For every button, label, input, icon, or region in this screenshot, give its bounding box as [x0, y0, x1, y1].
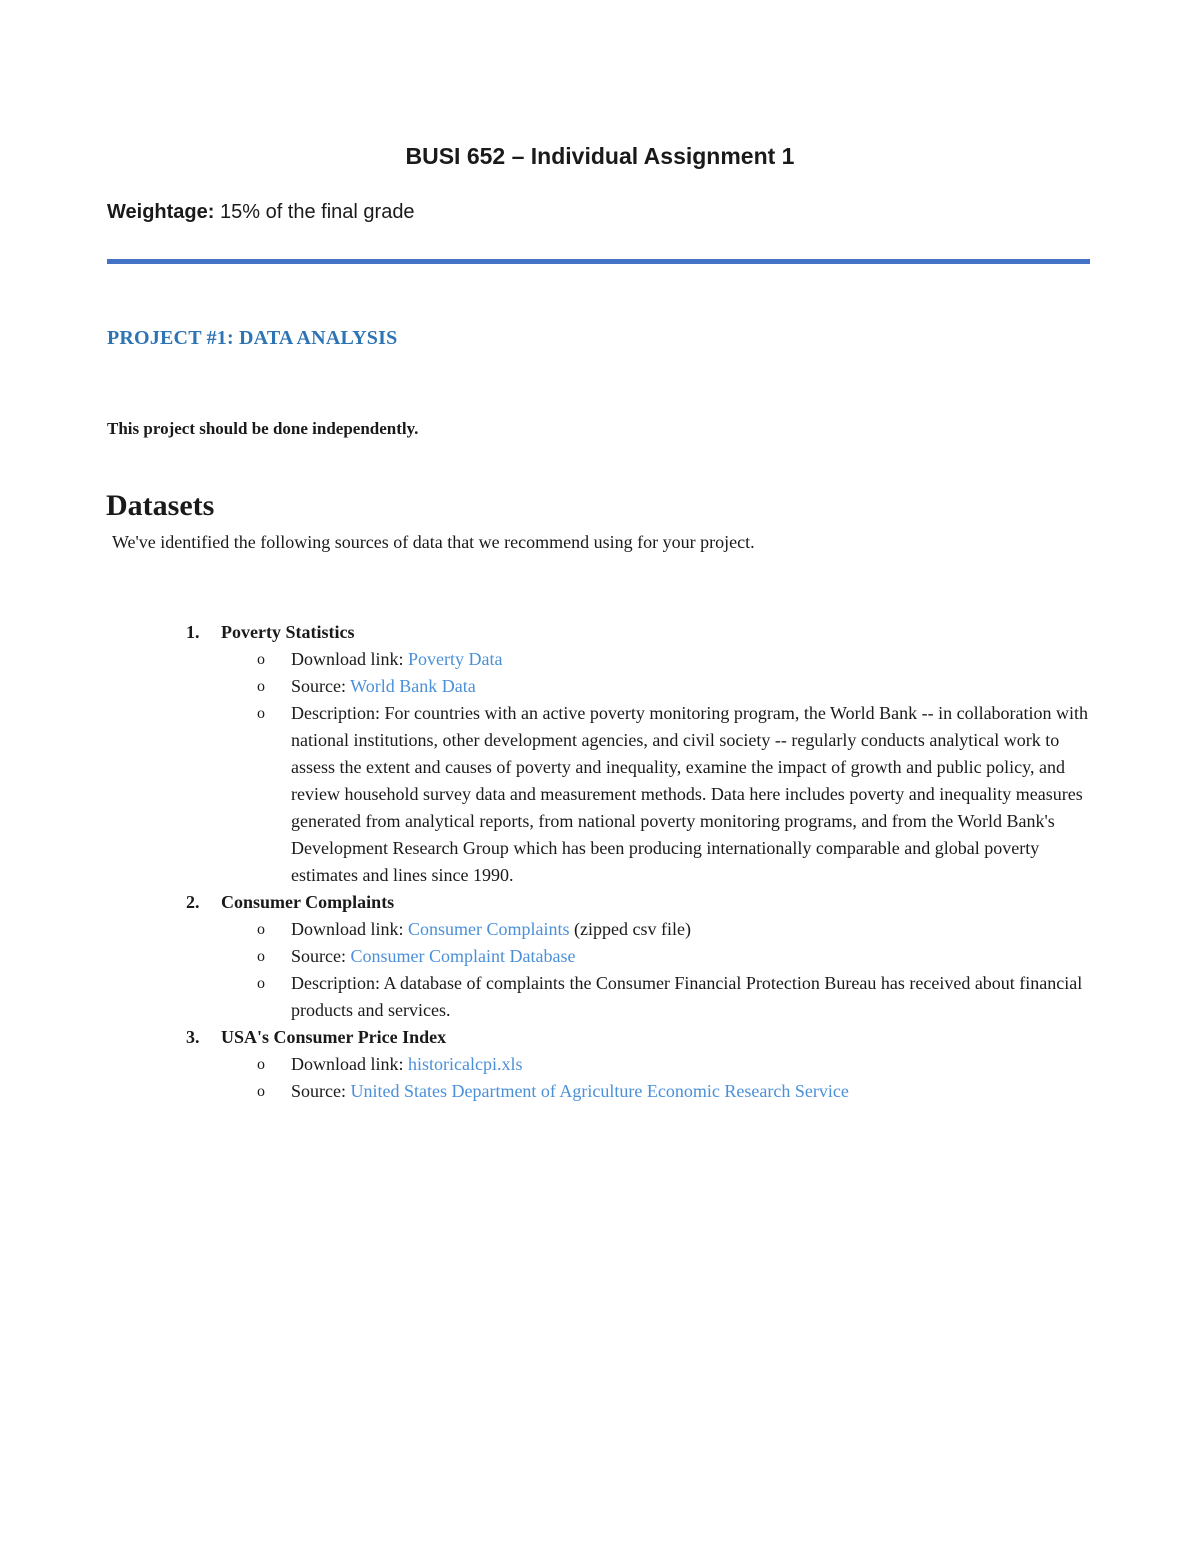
bullet-icon: o [257, 678, 265, 695]
source-link[interactable]: Consumer Complaint Database [350, 946, 576, 966]
dataset-details [221, 1051, 1200, 1105]
bullet-icon: o [257, 1056, 265, 1073]
source-line [221, 673, 1091, 700]
dataset-name: Poverty Statistics [221, 622, 355, 642]
source-prefix: Source: [291, 1081, 351, 1101]
dataset-item [0, 1024, 1200, 1105]
download-link[interactable]: Consumer Complaints [408, 919, 570, 939]
description-line [221, 700, 1091, 889]
source-prefix: Source: [291, 676, 351, 696]
document-title: BUSI 652 – Individual Assignment 1 [405, 143, 795, 169]
datasets-heading: Datasets [106, 489, 215, 522]
dataset-list [0, 619, 1200, 1105]
bullet-icon: o [257, 651, 265, 668]
dataset-item [0, 619, 1200, 889]
weightage-label: Weightage: [107, 201, 215, 223]
download-line [221, 1051, 1091, 1078]
dataset-details [221, 646, 1200, 889]
source-line [221, 1078, 1091, 1105]
weightage-value: 15% of the final grade [214, 201, 415, 223]
bullet-icon: o [257, 975, 265, 992]
source-link[interactable]: World Bank Data [350, 676, 476, 696]
download-suffix: (zipped csv file) [569, 919, 691, 939]
bullet-icon: o [257, 1083, 265, 1100]
weightage-line [107, 201, 415, 224]
download-line [221, 916, 1091, 943]
independence-note: This project should be done independently. [107, 419, 419, 438]
dataset-name: Consumer Complaints [221, 892, 395, 912]
download-prefix: Download link: [291, 919, 408, 939]
download-line [221, 646, 1091, 673]
dataset-name: USA's Consumer Price Index [221, 1027, 447, 1047]
download-prefix: Download link: [291, 1054, 408, 1074]
download-link[interactable]: Poverty Data [408, 649, 503, 669]
horizontal-divider [107, 259, 1090, 264]
description-text: Description: For countries with an active poverty monitoring program, the World Bank -- in collaboration with national institutions, other development agencies, and civil society -- regularly conducts analytical work to assess the extent and causes of poverty and inequality, examine the impact of growth and public policy, and review household survey data and measurement methods. Data here includes poverty and inequality measures generated from analytical reports, from national poverty monitoring programs, and from the World Bank's Development Research Group which has been producing internationally comparable and global poverty estimates and lines since 1990. [291, 703, 1089, 885]
dataset-number: 3. [186, 1027, 200, 1047]
download-link[interactable]: historicalcpi.xls [408, 1054, 523, 1074]
datasets-intro: We've identified the following sources of data that we recommend using for your project. [112, 532, 755, 552]
dataset-number: 2. [186, 892, 200, 912]
dataset-item [0, 889, 1200, 1024]
description-line [221, 970, 1091, 1024]
description-text: Description: A database of complaints the Consumer Financial Protection Bureau has received about financial products and services. [291, 973, 1083, 1020]
bullet-icon: o [257, 948, 265, 965]
download-prefix: Download link: [291, 649, 408, 669]
source-line [221, 943, 1091, 970]
dataset-details [221, 916, 1200, 1024]
project-heading: PROJECT #1: DATA ANALYSIS [107, 327, 398, 349]
source-link[interactable]: United States Department of Agriculture Economic Research Service [350, 1081, 849, 1101]
dataset-number: 1. [186, 622, 200, 642]
source-prefix: Source: [291, 946, 351, 966]
bullet-icon: o [257, 921, 265, 938]
bullet-icon: o [257, 705, 265, 722]
